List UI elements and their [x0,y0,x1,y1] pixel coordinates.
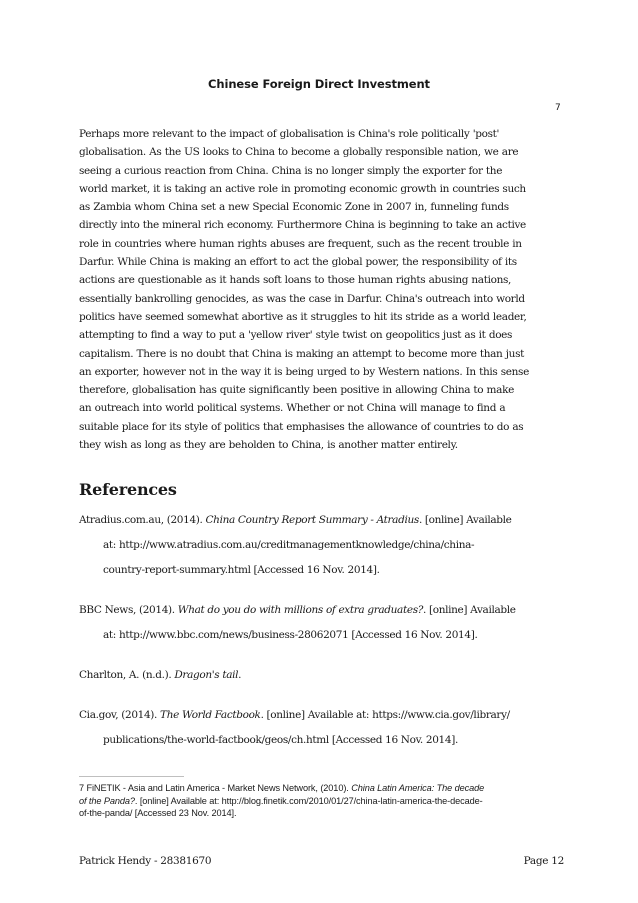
reference-url-line: country-report-summary.html [Accessed 16 Nov. 2014]. [103,564,380,576]
footnote-line: of-the-panda/ [Accessed 23 Nov. 2014]. [79,808,237,818]
page-title: Chinese Foreign Direct Investment [208,77,430,91]
reference-line [79,703,569,728]
footnote-line [79,795,569,808]
reference-url-line: at: http://www.bbc.com/news/business-28062071 [Accessed 16 Nov. 2014]. [103,629,478,641]
footnote-text: . [online] Available at: http://blog.finetik.com/2010/01/27/china-latin-america-the-decade- [134,795,483,806]
body-line: suitable place for its style of politics that emphasises the allowance of countries to do as [79,420,524,433]
reference-item [79,598,569,648]
references-list [79,508,569,768]
body-line: an outreach into world political systems. Whether or not China will manage to find a [79,402,506,415]
body-line: an exporter, however not in the way it is being urged to by Western nations. In this sense [79,365,529,378]
body-line: politics have seemed somewhat abortive as it struggles to hit its stride as a world leader, [79,310,527,323]
reference-title: Dragon's tail [174,669,239,681]
reference-line [79,598,569,623]
body-line: therefore, globalisation has quite significantly been positive in allowing China to make [79,384,514,397]
reference-detail: . [online] Available [418,514,512,526]
body-line: role in countries where human rights abuses are frequent, such as the recent trouble in [79,237,522,250]
body-line: essentially bankrolling genocides, as was the case in Darfur. China's outreach into world [79,292,525,305]
reference-item [79,703,569,753]
footnote-separator [79,776,184,777]
footnote-number: 7 [79,783,85,793]
reference-line [79,663,569,688]
reference-url-line: at: http://www.atradius.com.au/creditmanagementknowledge/china/china- [103,539,475,551]
reference-title: What do you do with millions of extra graduates? [177,604,424,616]
body-line: they wish as long as they are beholden to China, is another matter entirely. [79,439,458,452]
reference-detail: . [238,669,242,681]
references-heading: References [79,480,177,499]
reference-detail: . [online] Available [423,604,516,616]
reference-title: The World Factbook [160,709,261,721]
body-line: globalisation. As the US looks to China to become a globally responsible nation, we are [79,146,519,159]
body-line: Perhaps more relevant to the impact of globalisation is China's role politically 'post' [79,128,500,140]
reference-author: BBC News, (2014). [79,604,178,616]
body-line: as Zambia whom China set a new Special Economic Zone in 2007 in, funneling funds [79,201,509,214]
body-line: seeing a curious reaction from China. China is no longer simply the exporter for the [79,164,503,177]
footnote-text: FiNETIK - Asia and Latin America - Market News Network, (2010). [84,783,352,793]
body-line: attempting to find a way to put a 'yellow river' style twist on geopolitics just as it does [79,329,513,342]
footnote-title: China Latin America: The decade [351,783,485,793]
reference-title: China Country Report Summary - Atradius [205,514,419,526]
footnote-marker: 7 [555,103,561,113]
body-paragraph [79,125,564,454]
reference-url-line: publications/the-world-factbook/geos/ch.html [Accessed 16 Nov. 2014]. [103,734,458,746]
reference-item [79,663,569,688]
body-line: capitalism. There is no doubt that China is making an attempt to become more than just [79,347,524,360]
reference-line [79,508,569,533]
reference-author: Atradius.com.au, (2014). [79,514,206,526]
footnote-title: of the Panda? [79,795,135,806]
body-line: actions are questionable as it hands soft loans to those human rights abusing nations, [79,274,512,287]
footer-page-number: Page 12 [523,855,564,867]
footnote [79,782,569,820]
body-line: world market, it is taking an active role in promoting economic growth in countries such [79,182,526,195]
reference-item [79,508,569,583]
footer-author: Patrick Hendy - 28381670 [79,855,212,867]
body-line: Darfur. While China is making an effort to act the global power, the responsibility of its [79,256,517,269]
body-line: directly into the mineral rich economy. Furthermore China is beginning to take an active [79,219,526,232]
reference-author: Charlton, A. (n.d.). [79,669,175,681]
reference-detail: . [online] Available at: https://www.cia.gov/library/ [260,709,510,721]
footnote-line [79,782,569,795]
reference-author: Cia.gov, (2014). [79,709,161,721]
